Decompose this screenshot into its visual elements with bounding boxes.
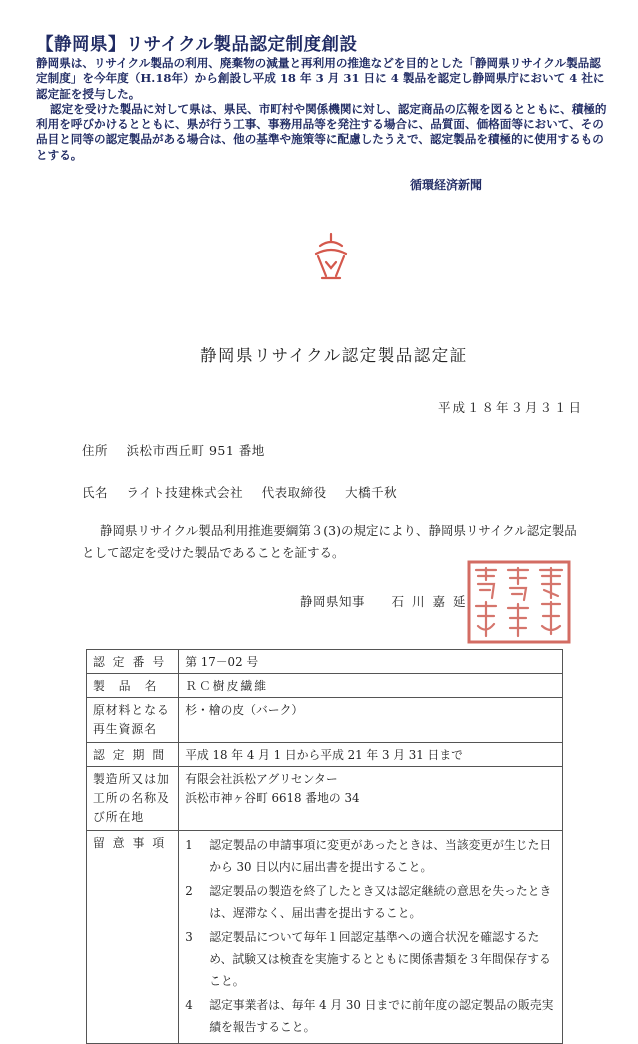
- product-name-label: 製品名: [87, 674, 179, 698]
- cert-number-label: 認定番号: [87, 650, 179, 674]
- article-source: 循環経済新聞: [410, 178, 483, 192]
- list-item: [185, 834, 556, 878]
- notes-label: 留意事項: [87, 831, 179, 1044]
- factory-label-line-1: 製造所又は加: [93, 772, 170, 786]
- list-item: [185, 880, 556, 924]
- article-paragraph-2: 認定を受けた製品に対して県は、県民、市町村や関係機関に対し、認定商品の広報を図るとともに、積極的利用を呼びかけるとともに、県が行う工事、事務用品等を発注する場合に、品質面、価格面等において、その品目と同等の認定製品がある場合は、他の基準や施策等に配慮したうえで、認定製品を積極的に使用するものとする。: [36, 101, 607, 162]
- signer-line: [300, 592, 474, 610]
- address-line: [82, 441, 265, 459]
- official-seal-stamp: [466, 560, 572, 644]
- material-label-line-2: 再生資源名: [93, 722, 157, 736]
- material-value: 杉・檜の皮（バーク）: [179, 698, 563, 743]
- notes-value: [179, 831, 563, 1044]
- factory-label-line-3: び所在地: [93, 810, 145, 824]
- representative-name: 大橋千秋: [345, 485, 398, 500]
- note-number: 3: [185, 930, 193, 944]
- note-text: 認定製品の製造を終了したとき又は認定継続の意思を失ったときは、遅滞なく、届出書を提出すること。: [209, 884, 552, 920]
- material-label-line-1: 原材料となる: [93, 703, 170, 717]
- list-item: [185, 994, 556, 1038]
- news-article: [36, 34, 608, 163]
- table-row: [87, 698, 563, 743]
- address-value: 浜松市西丘町 951 番地: [126, 443, 265, 458]
- factory-address: 浜松市神ヶ谷町 6618 番地の 34: [185, 791, 360, 805]
- certificate-title: 静岡県リサイクル認定製品認定証: [200, 346, 468, 365]
- note-number: 4: [185, 998, 193, 1012]
- period-value: 平成 18 年 4 月 1 日から平成 21 年 3 月 31 日まで: [179, 743, 563, 767]
- list-item: [185, 926, 556, 992]
- address-label: 住所: [82, 443, 109, 458]
- table-row: [87, 831, 563, 1044]
- product-name-value: ＲＣ樹皮繊維: [179, 674, 563, 698]
- factory-label-line-2: 工所の名称及: [93, 791, 170, 805]
- table-row: [87, 743, 563, 767]
- material-label: [87, 698, 179, 743]
- table-row: [87, 767, 563, 831]
- shizuoka-emblem-icon: [312, 232, 350, 280]
- note-text: 認定事業者は、毎年 4 月 30 日までに前年度の認定製品の販売実績を報告すること。: [209, 998, 554, 1034]
- certificate-details-table: [86, 649, 563, 1044]
- period-label: 認定期間: [87, 743, 179, 767]
- certificate-statement: 静岡県リサイクル製品利用推進要綱第３(3)の規定により、静岡県リサイクル認定製品として認定を受けた製品であることを証する。: [82, 523, 577, 560]
- article-paragraph-1: 静岡県は、リサイクル製品の利用、廃棄物の減量と再利用の推進などを目的とした「静岡県リサイクル製品認定制度」を今年度（H.18年）から創設し平成 18 年 3 月 31 日に 4 製品を認定し静岡県庁において 4 社に認定証を授与した。: [36, 56, 605, 101]
- name-line: [82, 483, 397, 501]
- note-number: 2: [185, 884, 193, 898]
- note-text: 認定製品の申請事項に変更があったときは、当該変更が生じた日から 30 日以内に届出書を提出すること。: [209, 838, 552, 874]
- article-headline: 【静岡県】リサイクル製品認定制度創設: [36, 35, 358, 55]
- signer-title: 静岡県知事: [300, 594, 366, 609]
- notes-list: [185, 834, 556, 1038]
- certificate-date: 平成１８年３月３１日: [438, 400, 584, 415]
- factory-name: 有限会社浜松アグリセンター: [185, 772, 338, 786]
- representative-title: 代表取締役: [261, 485, 327, 500]
- table-row: [87, 674, 563, 698]
- note-text: 認定製品について毎年１回認定基準への適合状況を確認するため、試験又は検査を実施するとともに関係書類を３年間保存すること。: [209, 930, 551, 988]
- factory-label: [87, 767, 179, 831]
- table-row: [87, 650, 563, 674]
- note-number: 1: [185, 838, 193, 852]
- signer-name: 石川嘉延: [391, 594, 474, 609]
- factory-value: [179, 767, 563, 831]
- company-name: ライト技建株式会社: [126, 485, 244, 500]
- cert-number-value: 第 17－02 号: [179, 650, 563, 674]
- name-label: 氏名: [82, 485, 109, 500]
